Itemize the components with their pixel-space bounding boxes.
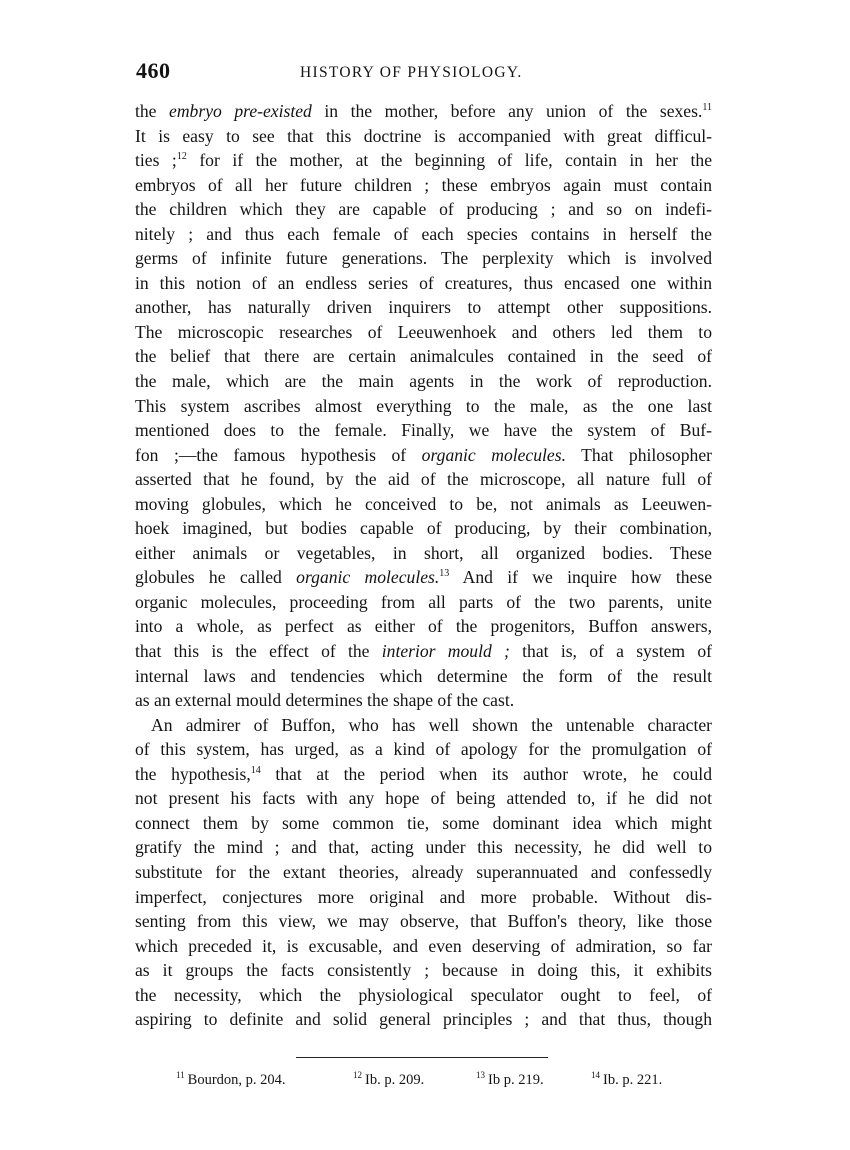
text-line bbox=[135, 344, 712, 369]
footnote-reference: 11 bbox=[702, 102, 712, 113]
footnote-text: Ib. p. 221. bbox=[603, 1072, 663, 1088]
text-line bbox=[135, 222, 712, 247]
body-text bbox=[135, 99, 712, 1032]
footnote-reference: 14 bbox=[250, 764, 261, 776]
text-run: of this system, has urged, as a kind of apology for the promulgation of bbox=[135, 739, 712, 760]
text-run: that is, of a system of bbox=[509, 641, 713, 662]
text-line bbox=[135, 369, 712, 394]
text-line bbox=[135, 737, 712, 762]
text-run: nitely ; and thus each female of each species contains in herself the bbox=[135, 223, 712, 244]
text-line bbox=[135, 934, 712, 959]
footnote-reference: 13 bbox=[439, 568, 450, 580]
text-line bbox=[135, 811, 712, 836]
text-run: for if the mother, at the beginning of life, contain in her the bbox=[186, 150, 713, 171]
text-run: senting from this view, we may observe, that Buffon's theory, like those bbox=[135, 911, 712, 932]
footnote-text: Ib. p. 209. bbox=[365, 1072, 425, 1088]
text-line bbox=[135, 762, 712, 787]
footnote-13 bbox=[476, 1068, 544, 1092]
text-line bbox=[135, 443, 712, 468]
text-run: connect them by some common tie, some dominant idea which might bbox=[135, 812, 712, 833]
text-line bbox=[135, 885, 712, 910]
footnote-divider bbox=[296, 1057, 548, 1058]
footnote-12 bbox=[353, 1068, 424, 1092]
text-line bbox=[135, 639, 712, 664]
text-line bbox=[135, 983, 712, 1008]
footnote-marker: 13 bbox=[476, 1070, 485, 1080]
text-run: gratify the mind ; and that, acting under this necessity, he did well to bbox=[135, 837, 712, 858]
text-run: the male, which are the main agents in the work of reproduction. bbox=[135, 371, 712, 392]
text-line bbox=[135, 320, 712, 345]
italic-phrase: interior mould ; bbox=[381, 641, 510, 662]
text-line bbox=[135, 786, 712, 811]
text-line bbox=[135, 713, 712, 738]
text-run: hoek imagined, but bodies capable of producing, by their combination, bbox=[135, 518, 712, 539]
text-line bbox=[135, 246, 712, 271]
text-run: asserted that he found, by the aid of the microscope, all nature full of bbox=[135, 469, 712, 490]
page-number: 460 bbox=[136, 58, 171, 83]
text-run: substitute for the extant theories, already superannuated and confessedly bbox=[135, 861, 712, 882]
text-run: imperfect, conjectures more original and more probable. Without dis- bbox=[135, 886, 712, 907]
text-run: The microscopic researches of Leeuwenhoek and others led them to bbox=[135, 321, 712, 342]
text-run: ties ; bbox=[135, 150, 177, 171]
text-run: It is easy to see that this doctrine is accompanied with great difficul- bbox=[135, 125, 712, 146]
text-line bbox=[135, 909, 712, 934]
footnote-marker: 12 bbox=[353, 1070, 362, 1080]
text-run: the necessity, which the physiological speculator ought to feel, of bbox=[135, 984, 712, 1005]
text-line bbox=[135, 516, 712, 541]
text-run: An admirer of Buffon, who has well shown the untenable character bbox=[151, 714, 712, 735]
footnote-14 bbox=[591, 1068, 662, 1092]
text-line bbox=[135, 173, 712, 198]
text-line bbox=[135, 1007, 712, 1032]
text-run: That philosopher bbox=[565, 444, 712, 465]
text-line bbox=[135, 295, 712, 320]
italic-phrase: organic molecules. bbox=[296, 567, 440, 588]
footnotes bbox=[176, 1068, 696, 1092]
footnote-text: Ib p. 219. bbox=[488, 1072, 544, 1088]
text-line bbox=[135, 124, 712, 149]
text-run: internal laws and tendencies which determine the form of the result bbox=[135, 665, 712, 686]
text-run: fon ;—the famous hypothesis of bbox=[135, 444, 422, 465]
text-line bbox=[135, 418, 712, 443]
running-head bbox=[136, 58, 712, 88]
text-run: that at the period when its author wrote, he could bbox=[260, 763, 712, 784]
text-run: the bbox=[135, 101, 170, 121]
text-run: germs of infinite future generations. The perplexity which is involved bbox=[135, 248, 712, 269]
footnote-reference: 12 bbox=[176, 151, 187, 163]
footnote-marker: 14 bbox=[591, 1070, 600, 1080]
text-run: that this is the effect of the bbox=[135, 641, 382, 662]
italic-phrase: embryo pre-existed bbox=[169, 101, 312, 121]
text-run: globules he called bbox=[135, 567, 297, 588]
text-run: the belief that there are certain animalcules contained in the seed of bbox=[135, 346, 712, 367]
text-line bbox=[135, 492, 712, 517]
text-run: the children which they are capable of producing ; and so on indefi- bbox=[135, 199, 712, 220]
text-run: in this notion of an endless series of creatures, thus encased one within bbox=[135, 272, 712, 293]
text-run: another, has naturally driven inquirers to attempt other suppositions. bbox=[135, 297, 712, 318]
running-title: HISTORY OF PHYSIOLOGY. bbox=[300, 64, 523, 81]
footnote-marker: 11 bbox=[176, 1070, 185, 1080]
text-run: not present his facts with any hope of being attended to, if he did not bbox=[135, 788, 712, 809]
text-run: as an external mould determines the shape of the cast. bbox=[135, 690, 515, 711]
text-line bbox=[135, 614, 712, 639]
text-run: organic molecules, proceeding from all parts of the two parents, unite bbox=[135, 591, 712, 612]
text-line bbox=[135, 688, 712, 713]
text-run: mentioned does to the female. Finally, we have the system of Buf- bbox=[135, 420, 712, 441]
text-line bbox=[135, 860, 712, 885]
text-run: as it groups the facts consistently ; because in doing this, it exhibits bbox=[135, 960, 712, 981]
text-line bbox=[135, 467, 712, 492]
text-line bbox=[135, 394, 712, 419]
text-run: in the mother, before any union of the sexes. bbox=[311, 101, 703, 121]
text-run: moving globules, which he conceived to be, not animals as Leeuwen- bbox=[135, 493, 712, 514]
footnote-text: Bourdon, p. 204. bbox=[187, 1072, 286, 1088]
italic-phrase: organic molecules. bbox=[421, 444, 566, 465]
text-run: aspiring to definite and solid general principles ; and that thus, though bbox=[135, 1009, 712, 1030]
text-line bbox=[135, 565, 712, 590]
text-line bbox=[135, 197, 712, 222]
text-line bbox=[135, 835, 712, 860]
text-run: which preceded it, is excusable, and even deserving of admiration, so far bbox=[135, 935, 712, 956]
text-run: the hypothesis, bbox=[135, 763, 251, 784]
text-run: either animals or vegetables, in short, all organized bodies. These bbox=[135, 542, 712, 563]
text-line bbox=[135, 148, 712, 173]
text-line bbox=[135, 541, 712, 566]
text-line bbox=[135, 664, 712, 689]
text-run: And if we inquire how these bbox=[449, 567, 713, 588]
text-run: This system ascribes almost everything to the male, as the one last bbox=[135, 395, 712, 416]
text-line bbox=[135, 99, 712, 124]
text-line bbox=[135, 590, 712, 615]
text-run: embryos of all her future children ; these embryos again must contain bbox=[135, 174, 712, 195]
footnote-11 bbox=[176, 1068, 286, 1092]
text-run: into a whole, as perfect as either of the progenitors, Buffon answers, bbox=[135, 616, 712, 637]
text-line bbox=[135, 958, 712, 983]
text-line bbox=[135, 271, 712, 296]
